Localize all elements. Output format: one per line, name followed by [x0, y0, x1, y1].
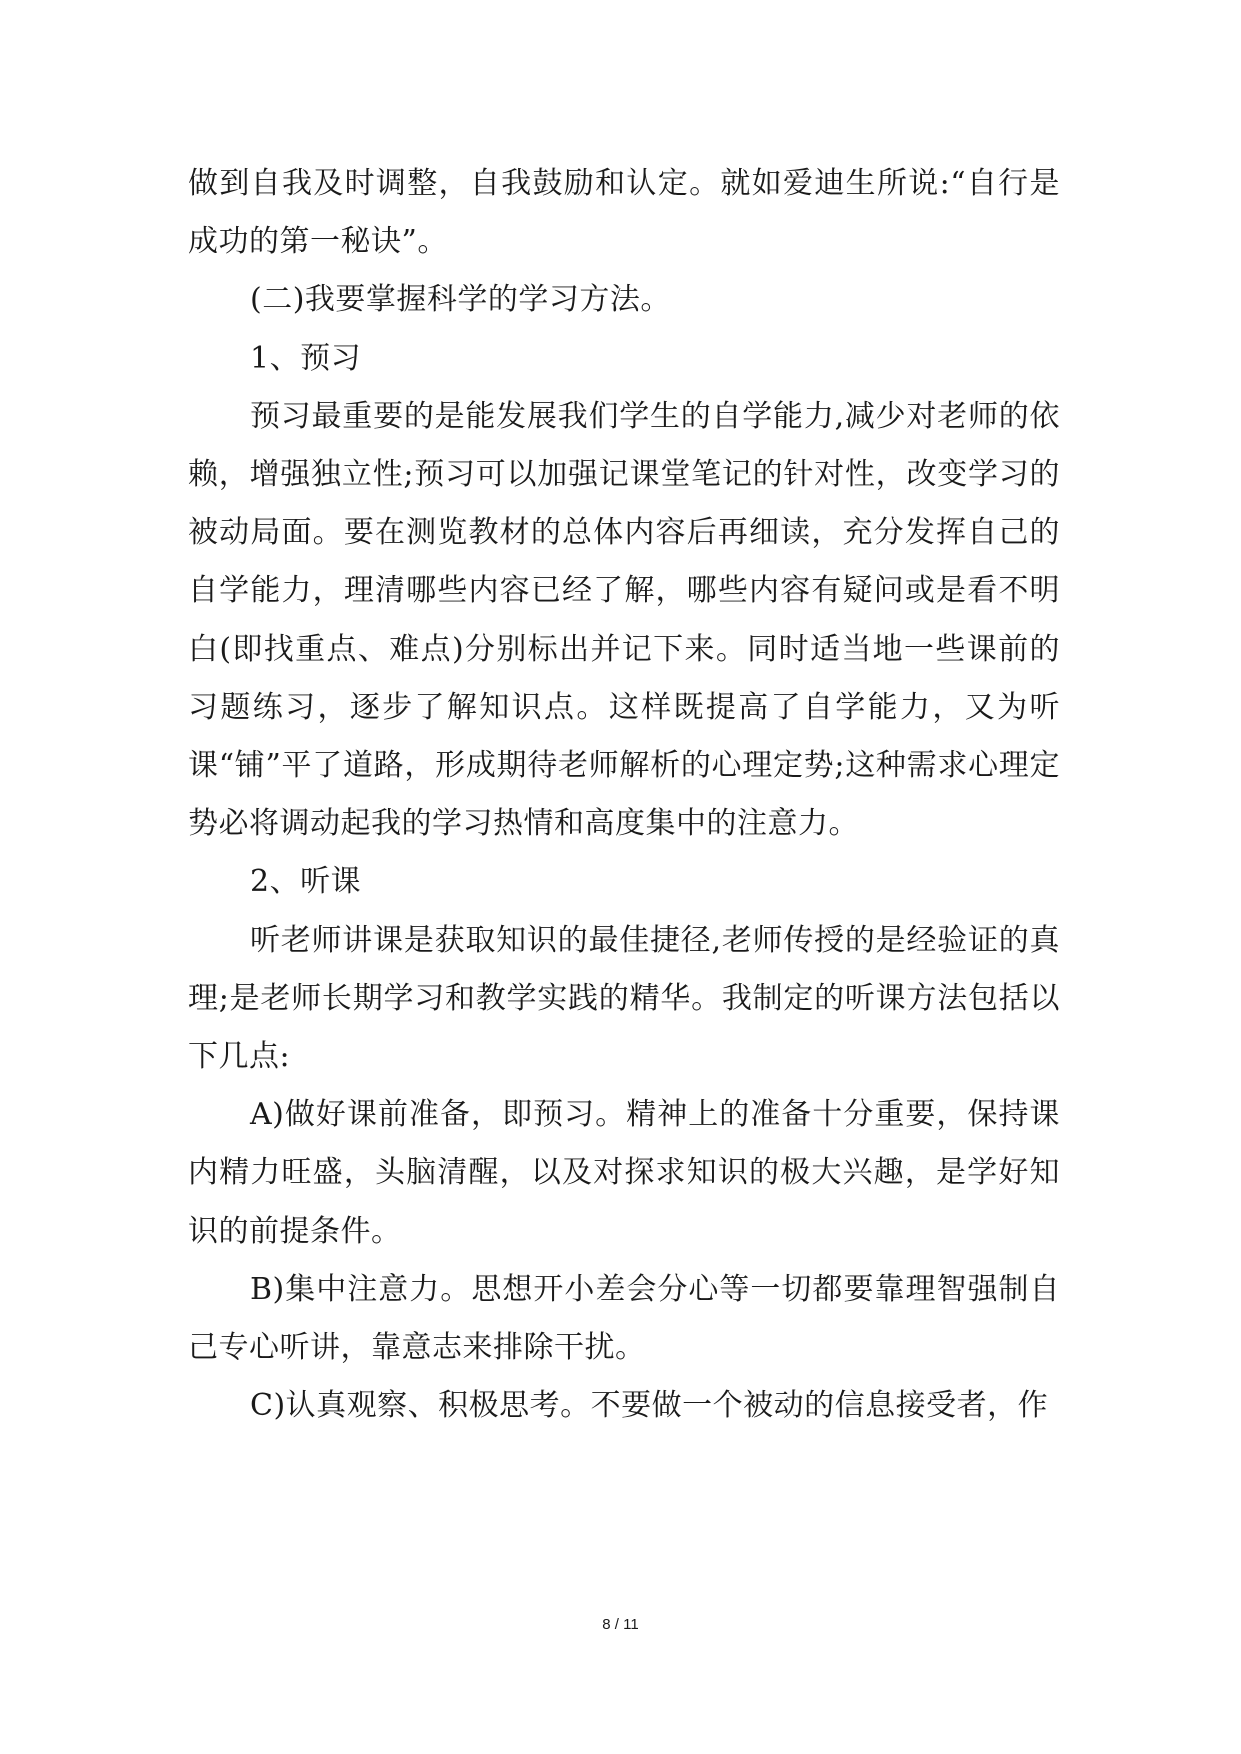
paragraph-preview: 预习最重要的是能发展我们学生的自学能力,减少对老师的依赖，增强独立性;预习可以加强记课堂笔记的针对性，改变学习的被动局面。要在测览教材的总体内容后再细读，充分发挥自己的自学能力，理清哪些内容已经了解，哪些内容有疑问或是看不明白(即找重点、难点)分别标出并记下来。同时适当地一些课前的习题练习，逐步了解知识点。这样既提高了自学能力，又为听课“铺”平了道路，形成期待老师解析的心理定势;这种需求心理定势必将调动起我的学习热情和高度集中的注意力。	[188, 398, 1060, 842]
page-number: 8 / 11	[602, 1616, 639, 1633]
paragraph-listening: 听老师讲课是获取知识的最佳捷径,老师传授的是经验证的真理;是老师长期学习和教学实践的精华。我制定的听课方法包括以下几点:	[188, 922, 1060, 1075]
document-body	[188, 155, 1060, 1435]
section-heading-learning-method: (二)我要掌握科学的学习方法。	[250, 282, 671, 318]
list-item-b: B)集中注意力。思想开小差会分心等一切都要靠理智强制自己专心听讲，靠意志来排除干扰。	[188, 1271, 1060, 1366]
subheading-preview: 1、预习	[250, 340, 362, 376]
list-item-a: A)做好课前准备，即预习。精神上的准备十分重要，保持课内精力旺盛，头脑清醒，以及对探求知识的极大兴趣，是学好知识的前提条件。	[188, 1097, 1060, 1249]
list-item-c: C)认真观察、积极思考。不要做一个被动的信息接受者，作	[250, 1388, 1049, 1424]
paragraph-1: 做到自我及时调整，自我鼓励和认定。就如爱迪生所说:“自行是成功的第一秘诀”。	[188, 166, 1060, 260]
subheading-listening: 2、听课	[250, 864, 362, 900]
